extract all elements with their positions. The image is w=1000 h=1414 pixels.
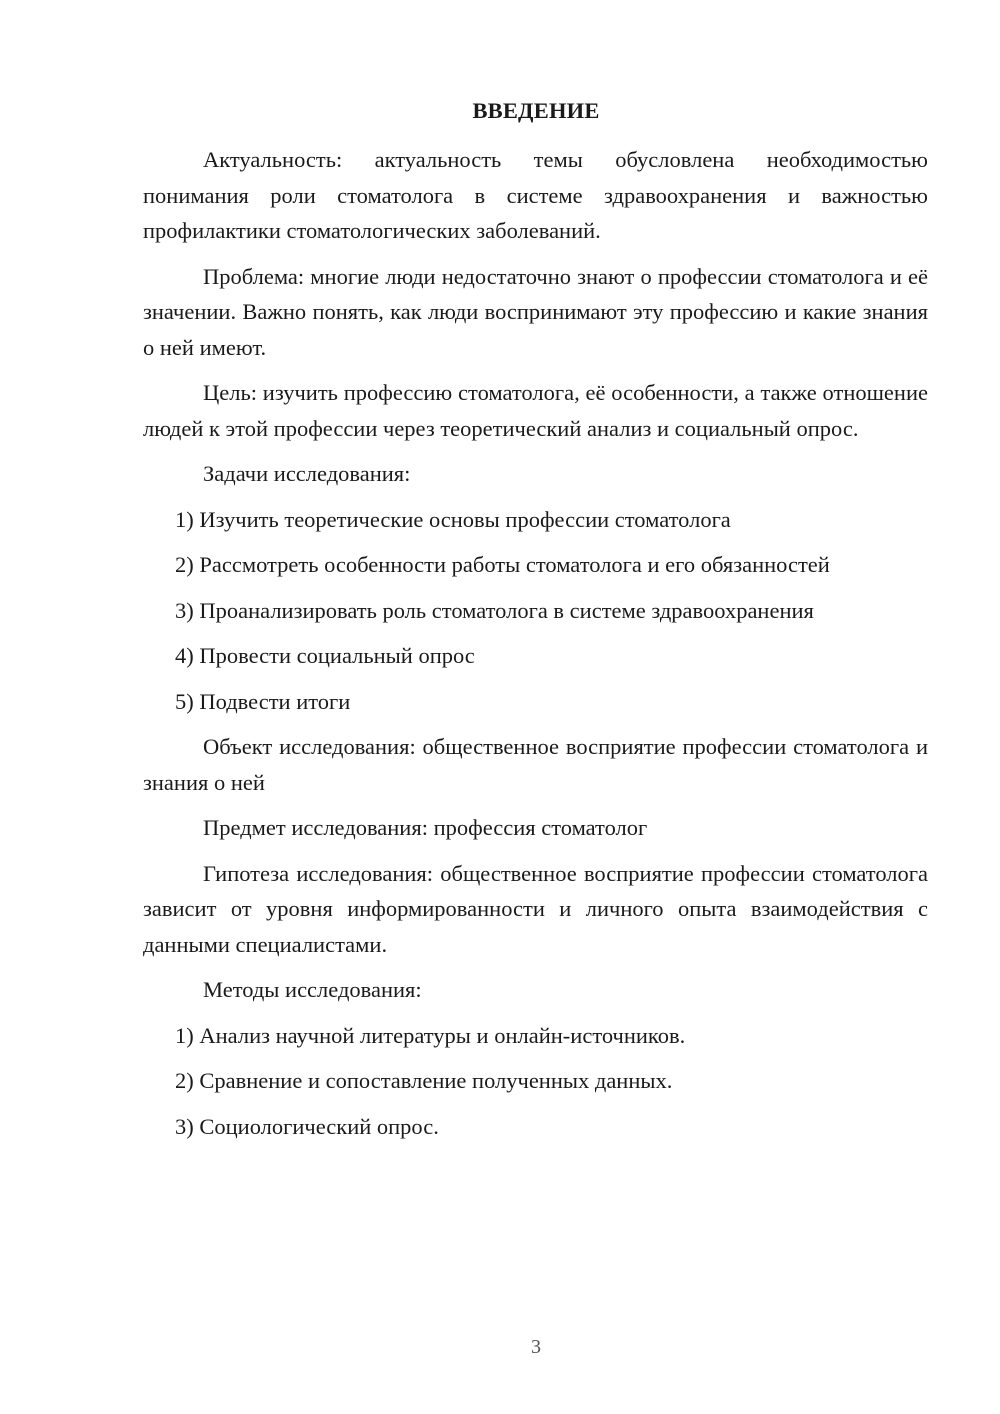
subject-paragraph: Предмет исследования: профессия стоматолог <box>203 815 648 840</box>
problem-paragraph: Проблема: многие люди недостаточно знают о профессии стоматолога и её значении. Важно понять, как люди воспринимают эту профессию и какие знания о ней имеют. <box>143 263 928 360</box>
tasks-heading: Задачи исследования: <box>203 461 411 486</box>
relevance-paragraph: Актуальность: актуальность темы обусловлена необходимостью понимания роли стоматолога в системе здравоохранения и важностью профилактики стоматологических заболеваний. <box>143 147 928 243</box>
goal-paragraph: Цель: изучить профессию стоматолога, её особенности, а также отношение людей к этой профессии через теоретический анализ и социальный опрос. <box>143 380 928 441</box>
method-item: 3) Социологический опрос. <box>175 1113 439 1139</box>
document-body <box>143 142 928 1154</box>
tasks-list <box>143 502 928 720</box>
methods-list <box>143 1018 928 1145</box>
task-item: 3) Проанализировать роль стоматолога в системе здравоохранения <box>175 597 814 623</box>
method-item: 1) Анализ научной литературы и онлайн-источников. <box>175 1022 686 1048</box>
page-title: ВВЕДЕНИЕ <box>472 98 600 123</box>
task-item: 5) Подвести итоги <box>175 688 351 714</box>
object-paragraph: Объект исследования: общественное восприятие профессии стоматолога и знания о ней <box>143 734 928 795</box>
page-number: 3 <box>531 1336 541 1358</box>
task-item: 2) Рассмотреть особенности работы стоматолога и его обязанностей <box>175 552 830 577</box>
methods-heading: Методы исследования: <box>203 977 422 1002</box>
task-item: 4) Провести социальный опрос <box>175 643 475 668</box>
hypothesis-paragraph: Гипотеза исследования: общественное восприятие профессии стоматолога зависит от уровня информированности и личного опыта взаимодействия с данными специалистами. <box>143 860 928 957</box>
task-item: 1) Изучить теоретические основы профессии стоматолога <box>175 506 731 532</box>
method-item: 2) Сравнение и сопоставление полученных данных. <box>175 1068 673 1093</box>
